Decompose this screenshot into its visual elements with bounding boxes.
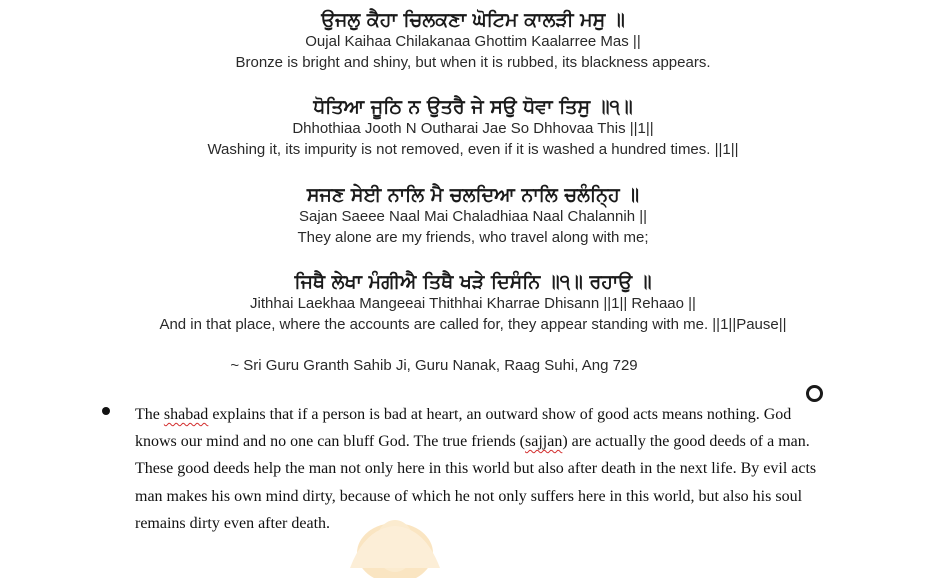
bullet-paragraph[interactable] [135, 401, 880, 537]
verse-gurmukhi: ਸਜਣ ਸੇਈ ਨਾਲਿ ਮੈ ਚਲਦਿਆ ਨਾਲਿ ਚਲੰਨ੍ਹਿ ॥ [306, 184, 640, 206]
verse-gurmukhi: ਜਿਥੈ ਲੇਖਾ ਮੰਗੀਐ ਤਿਥੈ ਖੜੇ ਦਿਸੰਨਿ ॥੧॥ ਰਹਾਉ ॥ [294, 271, 652, 293]
paragraph-line: remains dirty even after death. [135, 514, 331, 532]
verse-transliteration: Jithhai Laekhaa Mangeeai Thithhai Kharrae Dhisann ||1|| Rehaao || [250, 295, 696, 312]
text-run: ) are actually the good deeds of a man. [562, 433, 810, 451]
scripture-citation: ~ Sri Guru Granth Sahib Ji, Guru Nanak, Raag Suhi, Ang 729 [230, 357, 638, 374]
paragraph-line: These good deeds help the man not only here in this world but also after death in the next life. By evil acts [135, 460, 817, 478]
text-run: explains that if a person is bad at heart, an outward show of good acts means nothing. God [208, 406, 792, 423]
paragraph-line: man makes his own mind dirty, because of which he not only suffers here in this world, but also his soul [135, 487, 803, 505]
verse-2 [0, 96, 946, 160]
verse-1 [0, 9, 946, 73]
verse-transliteration: Sajan Saeee Naal Mai Chaladhiaa Naal Chalannih || [298, 208, 648, 225]
verse-translation: Washing it, its impurity is not removed, even if it is washed a hundred times. ||1|| [207, 141, 739, 158]
bullet-icon [102, 407, 110, 415]
paragraph-line [135, 401, 880, 428]
verse-4 [0, 271, 946, 335]
text-run: The [135, 406, 164, 423]
verse-gurmukhi: ਉਜਲੁ ਕੈਹਾ ਚਿਲਕਣਾ ਘੋਟਿਮ ਕਾਲੜੀ ਮਸੁ ॥ [321, 9, 625, 31]
verse-translation: Bronze is bright and shiny, but when it is rubbed, its blackness appears. [235, 54, 711, 71]
verse-translation: And in that place, where the accounts are called for, they appear standing with me. ||1||Pause|| [159, 316, 787, 333]
circle-marker-icon[interactable] [806, 385, 823, 402]
verse-3 [0, 184, 946, 248]
verse-transliteration: Oujal Kaihaa Chilakanaa Ghottim Kaalarree Mas || [305, 33, 641, 50]
verse-translation: They alone are my friends, who travel along with me; [297, 229, 649, 246]
text-run: knows our mind and no one can bluff God. The true friends ( [135, 433, 525, 451]
spellcheck-flagged-word[interactable]: sajjan [525, 433, 563, 451]
paragraph-line [135, 428, 880, 455]
verse-gurmukhi: ਧੋਤਿਆ ਜੂਠਿ ਨ ਉਤਰੈ ਜੇ ਸਉ ਧੋਵਾ ਤਿਸੁ ॥੧॥ [313, 96, 633, 118]
spellcheck-flagged-word[interactable]: shabad [163, 406, 209, 423]
verse-transliteration: Dhhothiaa Jooth N Outharai Jae So Dhhovaa This ||1|| [292, 120, 654, 137]
